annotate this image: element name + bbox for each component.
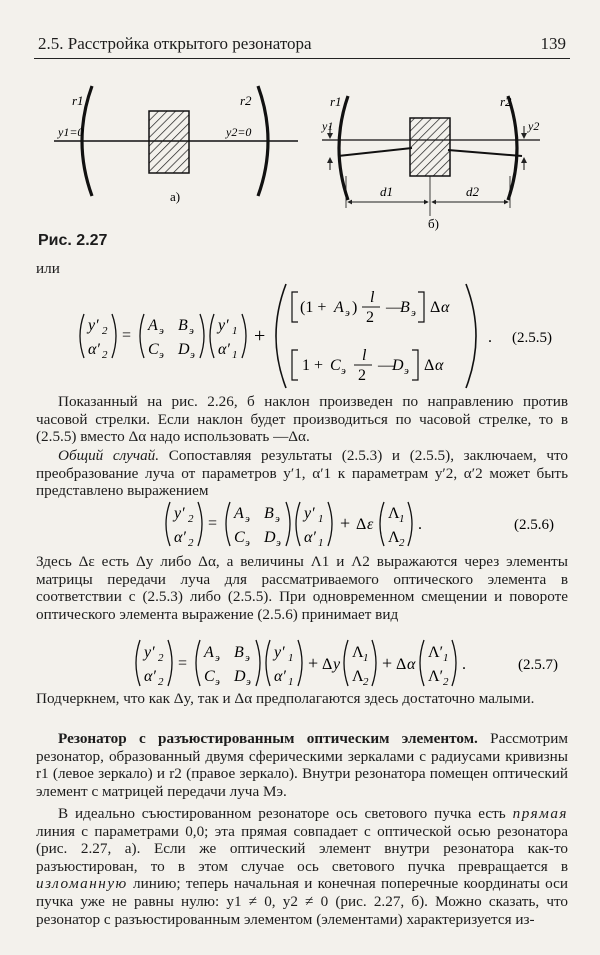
svg-text:D: D xyxy=(178,341,190,358)
svg-text:э: э xyxy=(215,652,220,664)
svg-text:C: C xyxy=(234,529,245,546)
svg-text:э: э xyxy=(189,325,194,337)
svg-text:y′: y′ xyxy=(88,317,99,334)
eq-2-5-5-number: (2.5.5) xyxy=(512,330,552,346)
svg-text:.: . xyxy=(488,329,492,346)
label-y1-b: y1 xyxy=(322,119,334,133)
svg-text:D: D xyxy=(264,529,276,546)
svg-text:Λ: Λ xyxy=(388,529,400,546)
svg-text:Λ: Λ xyxy=(352,644,364,661)
svg-text:y′: y′ xyxy=(304,505,315,522)
svg-text:): ) xyxy=(352,299,358,316)
eq-2-5-7-number: (2.5.7) xyxy=(518,657,558,673)
svg-text:l: l xyxy=(362,347,367,364)
figure-caption: Рис. 2.27 xyxy=(38,232,108,249)
word-or: или xyxy=(36,260,60,277)
svg-text:l: l xyxy=(370,289,375,306)
svg-text:α: α xyxy=(435,357,444,374)
label-d1: d1 xyxy=(380,184,393,199)
svg-text:C: C xyxy=(330,357,341,374)
svg-text:α′: α′ xyxy=(218,341,230,358)
svg-text:1: 1 xyxy=(399,513,405,525)
svg-text:э: э xyxy=(215,676,220,688)
equation-2-5-6 xyxy=(0,498,600,550)
svg-text:B: B xyxy=(264,505,274,522)
svg-text:2: 2 xyxy=(158,676,164,688)
svg-text:.: . xyxy=(418,516,422,533)
section-title: 2.5. Расстройка открытого резонатора xyxy=(38,34,312,53)
label-r1-a: r1 xyxy=(72,93,84,108)
svg-text:=: = xyxy=(208,515,218,532)
svg-text:A: A xyxy=(334,299,344,316)
svg-text:=: = xyxy=(122,327,132,344)
svg-text:y′: y′ xyxy=(144,644,155,661)
misaligned-resonator-rest: Рассмотрим резонатор, образованный двумя сферическими зеркалами с радиусами кривизны r1 (левое зеркало) и r2 (правое зеркало). Внутри резонатора помещен оптический элемент с матрицей передачи луча Mэ. xyxy=(36,730,568,800)
svg-text:Λ′: Λ′ xyxy=(428,644,444,661)
svg-text:α′: α′ xyxy=(144,668,156,685)
svg-text:+: + xyxy=(308,653,319,673)
panel-a-label: а) xyxy=(170,189,181,204)
svg-text:э: э xyxy=(276,537,281,549)
svg-text:2: 2 xyxy=(399,537,405,549)
equation-2-5-7 xyxy=(0,636,600,690)
eq-2-5-6-number: (2.5.6) xyxy=(514,517,554,533)
svg-text:Δ: Δ xyxy=(322,656,333,673)
running-header xyxy=(38,34,566,56)
svg-text:2: 2 xyxy=(188,513,194,525)
svg-text:э: э xyxy=(190,349,195,361)
paragraph-misaligned-resonator xyxy=(36,730,568,800)
svg-text:1: 1 xyxy=(363,652,369,664)
svg-text:C: C xyxy=(204,668,215,685)
svg-text:1: 1 xyxy=(288,652,294,664)
svg-text:э: э xyxy=(245,652,250,664)
svg-text:Λ: Λ xyxy=(352,668,364,685)
svg-text:+: + xyxy=(340,513,351,533)
label-y2-zero: y2=0 xyxy=(226,125,252,139)
svg-text:=: = xyxy=(178,655,188,672)
ideal-alignment-part-2: линия с параметрами 0,0; эта прямая совпадает с оптической осью резонатора (рис. 2.27, а). Если же оптический элемент внутри резонатора как-то разъюстирован, то в этом случае ось светового пучка превращается в xyxy=(36,822,568,875)
svg-text:2: 2 xyxy=(366,309,374,326)
svg-text:1: 1 xyxy=(318,537,324,549)
svg-text:2: 2 xyxy=(443,676,449,688)
svg-text:2: 2 xyxy=(358,367,366,384)
svg-text:.: . xyxy=(462,656,466,673)
paragraph-ideal-alignment xyxy=(36,805,568,928)
paragraph-tilt-direction: Показанный на рис. 2.26, б наклон произведен по направлению против часовой стрелки. Если наклон будет производиться по часовой стрелке, то в (2.5.5) вместо Δα надо использовать —Δα. xyxy=(36,393,568,446)
optical-element-b xyxy=(410,118,450,176)
svg-text:y: y xyxy=(333,656,341,673)
svg-text:ε: ε xyxy=(367,516,374,533)
misaligned-resonator-heading: Резонатор с разъюстированным оптическим элементом. xyxy=(58,730,478,747)
svg-text:э: э xyxy=(159,349,164,361)
svg-text:α: α xyxy=(441,299,450,316)
label-r2-b: r2 xyxy=(500,94,512,109)
svg-text:э: э xyxy=(404,365,409,377)
svg-text:y′: y′ xyxy=(218,317,229,334)
panel-a-diagram xyxy=(54,86,298,204)
label-y1-zero: y1=0 xyxy=(58,125,84,139)
svg-text:A: A xyxy=(204,644,214,661)
svg-text:+: + xyxy=(254,325,266,347)
svg-text:Λ: Λ xyxy=(388,505,400,522)
svg-text:э: э xyxy=(245,537,250,549)
svg-text:2: 2 xyxy=(102,349,108,361)
svg-text:α′: α′ xyxy=(88,341,100,358)
svg-text:A: A xyxy=(148,317,158,334)
svg-text:y′: y′ xyxy=(174,505,185,522)
svg-text:+: + xyxy=(382,653,393,673)
svg-text:B: B xyxy=(400,299,410,316)
svg-text:—: — xyxy=(378,357,394,374)
svg-text:2: 2 xyxy=(188,537,194,549)
svg-text:2: 2 xyxy=(158,652,164,664)
panel-b-label: б) xyxy=(428,216,439,231)
right-mirror-b xyxy=(508,96,517,200)
left-mirror-b xyxy=(339,96,348,200)
word-straight: прямая xyxy=(512,805,568,822)
optical-element-a xyxy=(149,111,189,173)
svg-text:1: 1 xyxy=(232,325,238,337)
svg-text:э: э xyxy=(159,325,164,337)
paragraph-lambda-definition: Здесь Δε есть Δy либо Δα, а величины Λ1 и Λ2 выражаются через элементы матрицы передачи луча для рассматриваемого оптического элемента в соответствии с (2.5.3) либо (2.5.5). При одновременном смещении и повороте оптического элемента выражение (2.5.6) принимает вид xyxy=(36,553,568,623)
svg-text:2: 2 xyxy=(102,325,108,337)
general-case-lead: Общий случай. xyxy=(58,447,160,464)
svg-text:1 +: 1 + xyxy=(302,357,324,374)
svg-text:1: 1 xyxy=(318,513,324,525)
figure-2-27 xyxy=(30,78,570,238)
ideal-alignment-part-1: В идеально съюстированном резонаторе ось светового пучка есть xyxy=(58,805,513,822)
word-broken: изломанную xyxy=(36,875,128,893)
ideal-alignment-part-3: линию; теперь начальная и конечная поперечные координаты оси пучка уже не равны нулю: y1 ≠ 0, y2 ≠ 0 (рис. 2.27, б). Можно сказать, что резонатор с разъюстированным элементом (элементами) характеризуется из- xyxy=(36,875,568,928)
svg-text:э: э xyxy=(245,513,250,525)
label-r2-a: r2 xyxy=(240,93,252,108)
svg-text:y′: y′ xyxy=(274,644,285,661)
svg-text:α: α xyxy=(407,656,416,673)
header-rule xyxy=(34,58,570,59)
svg-text:1: 1 xyxy=(232,349,238,361)
svg-text:B: B xyxy=(234,644,244,661)
svg-text:C: C xyxy=(148,341,159,358)
svg-text:э: э xyxy=(411,307,416,319)
general-case-rest: Сопоставляя результаты (2.5.3) и (2.5.5), заключаем, что преобразование луча от параметров y′1, α′1 к параметрам y′2, α′2 может быть представлено выражением xyxy=(36,447,568,500)
svg-text:B: B xyxy=(178,317,188,334)
svg-text:(1 +: (1 + xyxy=(300,299,327,316)
svg-text:α′: α′ xyxy=(274,668,286,685)
equation-2-5-5 xyxy=(0,280,600,390)
svg-text:Δ: Δ xyxy=(356,516,367,533)
svg-text:Δ: Δ xyxy=(424,357,435,374)
label-d2: d2 xyxy=(466,184,479,199)
svg-text:э: э xyxy=(275,513,280,525)
svg-text:A: A xyxy=(234,505,244,522)
paragraph-small-values: Подчеркнем, что как Δy, так и Δα предполагаются здесь достаточно малыми. xyxy=(36,690,535,707)
svg-text:Δ: Δ xyxy=(430,299,441,316)
panel-b-diagram xyxy=(321,94,540,231)
svg-text:D: D xyxy=(392,357,404,374)
svg-text:э: э xyxy=(345,307,350,319)
page-number: 139 xyxy=(540,34,566,53)
svg-text:Δ: Δ xyxy=(396,656,407,673)
svg-text:Λ′: Λ′ xyxy=(428,668,444,685)
svg-text:э: э xyxy=(246,676,251,688)
svg-text:1: 1 xyxy=(443,652,449,664)
label-r1-b: r1 xyxy=(330,94,342,109)
svg-text:э: э xyxy=(341,365,346,377)
svg-text:D: D xyxy=(234,668,246,685)
paragraph-general-case xyxy=(36,447,568,500)
svg-text:2: 2 xyxy=(363,676,369,688)
label-y2-b: y2 xyxy=(528,119,540,133)
svg-text:α′: α′ xyxy=(304,529,316,546)
svg-text:α′: α′ xyxy=(174,529,186,546)
svg-text:1: 1 xyxy=(288,676,294,688)
svg-text:—: — xyxy=(386,299,402,316)
